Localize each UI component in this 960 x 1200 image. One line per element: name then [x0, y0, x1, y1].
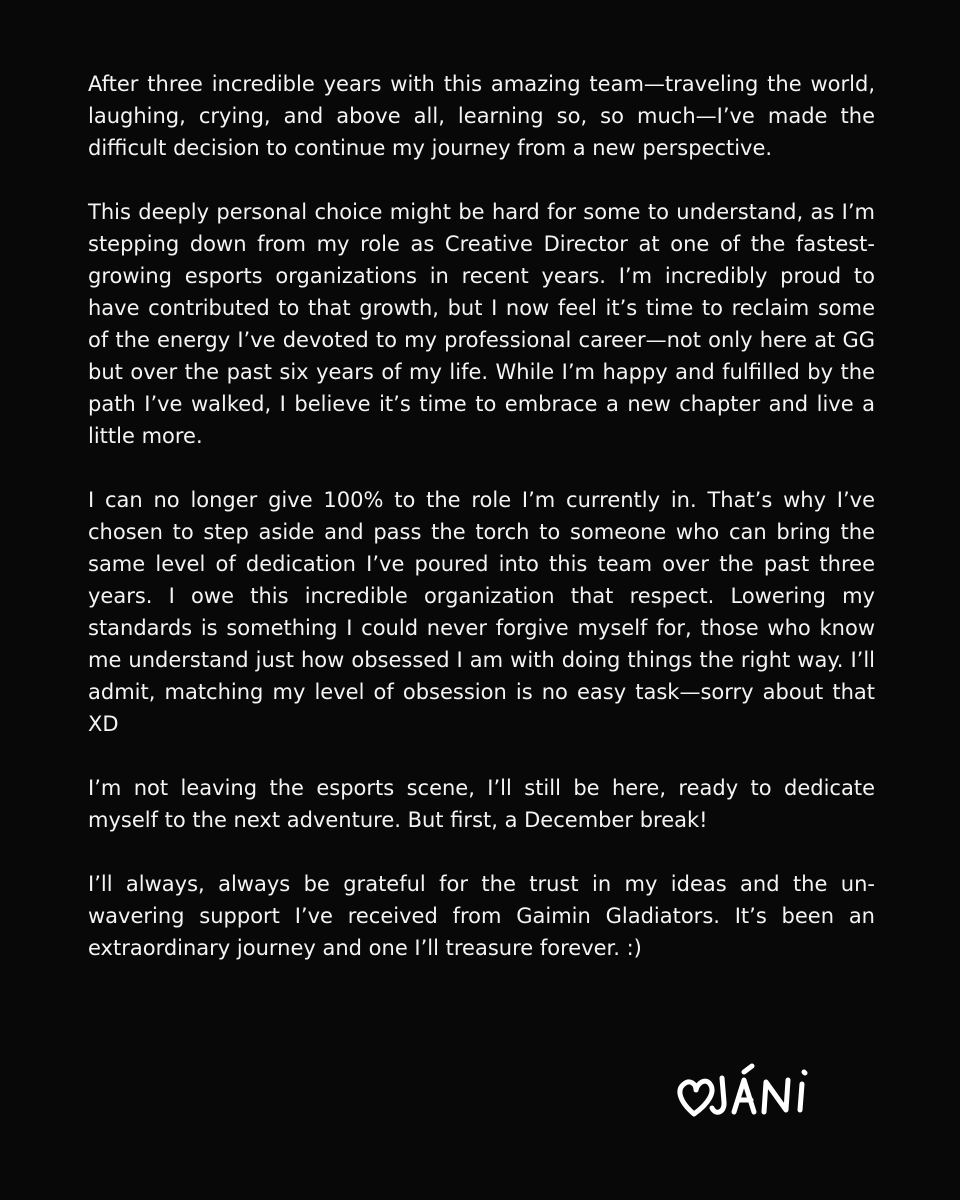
letter-body [88, 68, 875, 964]
signature-letter-i [800, 1084, 802, 1110]
paragraph-2: This deeply personal choice might be hard for some to understand, as I’m stepping down from my role as Creative Director at one of the fastest-growing esports organizations in recent years. I’m incredibly proud to have contributed to that growth, but I now feel it’s time to reclaim some of the energy I’ve devoted to my professional career—not only here at GG but over the past six years of my life. While I’m happy and fulfilled by the path I’ve walked, I believe it’s time to embrace a new chapter and live a little more. [88, 200, 875, 448]
signature-dot [804, 1072, 805, 1073]
paragraph-3: I can no longer give 100% to the role I’m currently in. That’s why I’ve chosen to step aside and pass the torch to someone who can bring the same level of dedication I’ve poured into this team over the past three years. I owe this incredible organization that respect. Lowering my standards is something I could never forgive myself for, those who know me understand just how obsessed I am with doing things the right way. I’ll admit, matching my level of obsession is no easy task—sorry about that XD [88, 488, 875, 736]
signature-letter-j [712, 1078, 724, 1112]
paragraph-4: I’m not leaving the esports scene, I’ll still be here, ready to dedicate myself to the next adventure. But first, a December break! [88, 776, 875, 832]
signature-accent [744, 1066, 752, 1072]
paragraph-1: After three incredible years with this amazing team—traveling the world, laughing, crying, and above all, learning so, so much—I’ve made the difficult decision to continue my journey from a new perspective. [88, 72, 875, 160]
paragraph-5: I’ll always, always be grateful for the trust in my ideas and the unwavering support I’ve received from Gaimin Gladiators. It’s been an extraordinary journey and one I’ll treasure forever. :) [88, 872, 875, 960]
signature-letter-n [764, 1080, 788, 1112]
handwritten-signature [672, 1062, 852, 1142]
signature-letter-a [734, 1080, 754, 1112]
heart-icon [680, 1081, 712, 1114]
